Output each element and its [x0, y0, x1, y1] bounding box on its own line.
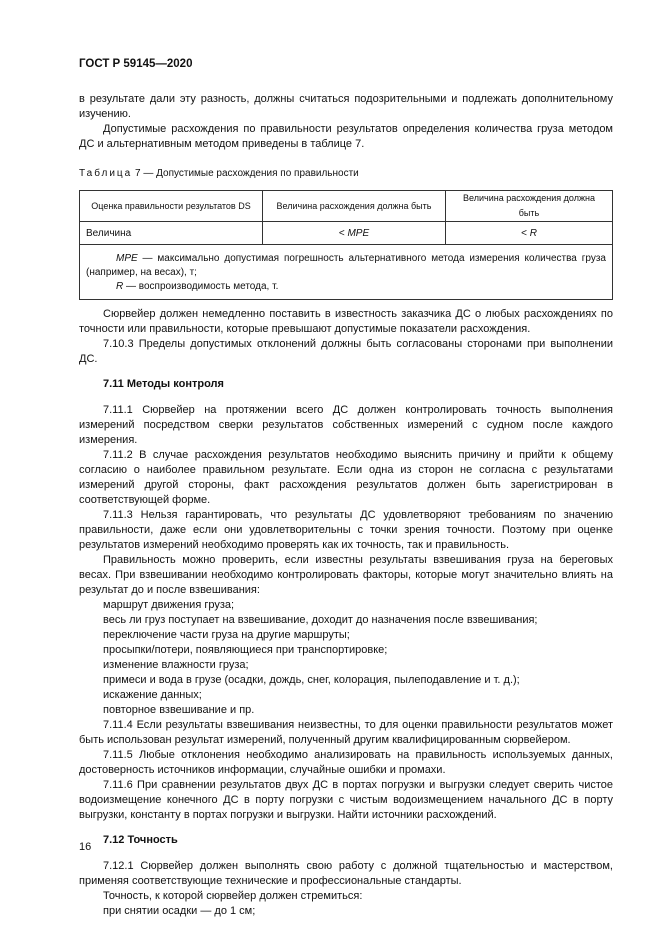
list-item: повторное взвешивание и пр. [103, 704, 255, 716]
note-variable: MPE [116, 253, 138, 264]
paragraph: 7.11.5 Любые отклонения необходимо анализировать на правильность используемых данных, достоверность источников информации, случайные ошибки и промахи. [79, 749, 613, 776]
cell-prefix: < [521, 227, 530, 239]
paragraph: 7.11.4 Если результаты взвешивания неизвестны, то для оценки правильности результатов может быть использован результат измерений, полученный другим квалифицированным сюрвейером. [79, 719, 613, 746]
paragraph: Точность, к которой сюрвейер должен стремиться: [103, 890, 363, 902]
table-cell-r [446, 222, 613, 245]
cell-variable: R [529, 227, 537, 239]
paragraph: при снятии осадки — до 1 см; [103, 905, 256, 917]
section-heading-7-11: 7.11 Методы контроля [103, 378, 224, 390]
page-number: 16 [79, 841, 92, 853]
paragraph: 7.11.6 При сравнении результатов двух ДС в портах погрузки и выгрузки следует сверить чистое водоизмещение конечного ДС в порту погрузки с чистым водоизмещением начального ДС в порту выгрузки, константу в портах погрузки и выгрузки. Найти источники расхождений. [79, 779, 613, 821]
table-note-1 [86, 252, 606, 280]
table-row [80, 222, 613, 245]
paragraph: 7.11.1 Сюрвейер на протяжении всего ДС должен контролировать точность выполнения измерений посредством сверки результатов собственных измерений с судном после каждого измерения. [79, 404, 613, 446]
table-header-cell: Оценка правильности результатов DS [80, 191, 263, 222]
table-note-cell [80, 245, 613, 300]
page-body [79, 92, 613, 919]
table-cell-label: Величина [80, 222, 263, 245]
cell-prefix: < [338, 227, 348, 239]
section-heading-7-12: 7.12 Точность [103, 834, 178, 846]
paragraph: 7.11.2 В случае расхождения результатов необходимо выяснить причину и прийти к общему согласию о наиболее правильном результате. Если одна из сторон не согласна с результатами измерений другой стороны, факт расхождения результатов должен быть зарегистрирован в соответствующей форме. [79, 449, 613, 506]
list-item: весь ли груз поступает на взвешивание, доходит до назначения после взвешивания; [103, 614, 538, 626]
cell-variable: MPE [347, 227, 370, 239]
list-item: изменение влажности груза; [103, 659, 249, 671]
tolerance-table [79, 190, 613, 300]
table-caption-word: Таблица [79, 168, 133, 179]
list-item: просыпки/потери, появляющиеся при транспортировке; [103, 644, 388, 656]
list-item: маршрут движения груза; [103, 599, 235, 611]
paragraph: Правильность можно проверить, если известны результаты взвешивания груза на береговых весах. При взвешивании необходимо контролировать факторы, которые могут значительно влиять на результат до и после взвешивания: [79, 554, 613, 596]
list-item: искажение данных; [103, 689, 202, 701]
table-cell-mpe [263, 222, 446, 245]
table-header-cell: Величина расхождения должна быть [446, 191, 613, 222]
table-caption-text: 7 — Допустимые расхождения по правильности [135, 168, 359, 179]
table-note-row [80, 245, 613, 300]
note-text: — воспроизводимость метода, т. [123, 281, 279, 292]
table-header-cell: Величина расхождения должна быть [263, 191, 446, 222]
document-header: ГОСТ Р 59145—2020 [79, 58, 193, 70]
paragraph: 7.12.1 Сюрвейер должен выполнять свою работу с должной тщательностью и мастерством, применяя соответствующие технические и профессиональные стандарты. [79, 860, 613, 887]
paragraph: Сюрвейер должен немедленно поставить в известность заказчика ДС о любых расхождениях по точности или правильности, которые превышают допустимые показатели расхождения. [79, 308, 613, 335]
paragraph: 7.11.3 Нельзя гарантировать, что результаты ДС удовлетворяют требованиям по значению правильности, даже если они удовлетворительны с точки зрения точности. Поэтому при оценке результатов измерений необходимо проверять как их точность, так и правильность. [79, 509, 613, 551]
intro-paragraph-1: в результате дали эту разность, должны считаться подозрительными и подлежать дополнительному изучению. [79, 93, 613, 120]
table-note-2 [86, 280, 606, 294]
list-item: примеси и вода в грузе (осадки, дождь, снег, колорация, пылеподавление и т. д.); [103, 674, 520, 686]
table-caption [79, 166, 613, 181]
list-item: переключение части груза на другие маршруты; [103, 629, 350, 641]
note-text: — максимально допустимая погрешность альтернативного метода измерения количества груза (например, на весах), т; [86, 253, 606, 278]
table-header-row [80, 191, 613, 222]
intro-paragraph-2: Допустимые расхождения по правильности результатов определения количества груза методом ДС и альтернативным методом приведены в таблице 7. [79, 123, 613, 150]
note-variable: R [116, 281, 124, 292]
paragraph: 7.10.3 Пределы допустимых отклонений должны быть согласованы сторонами при выполнении ДС. [79, 338, 613, 365]
